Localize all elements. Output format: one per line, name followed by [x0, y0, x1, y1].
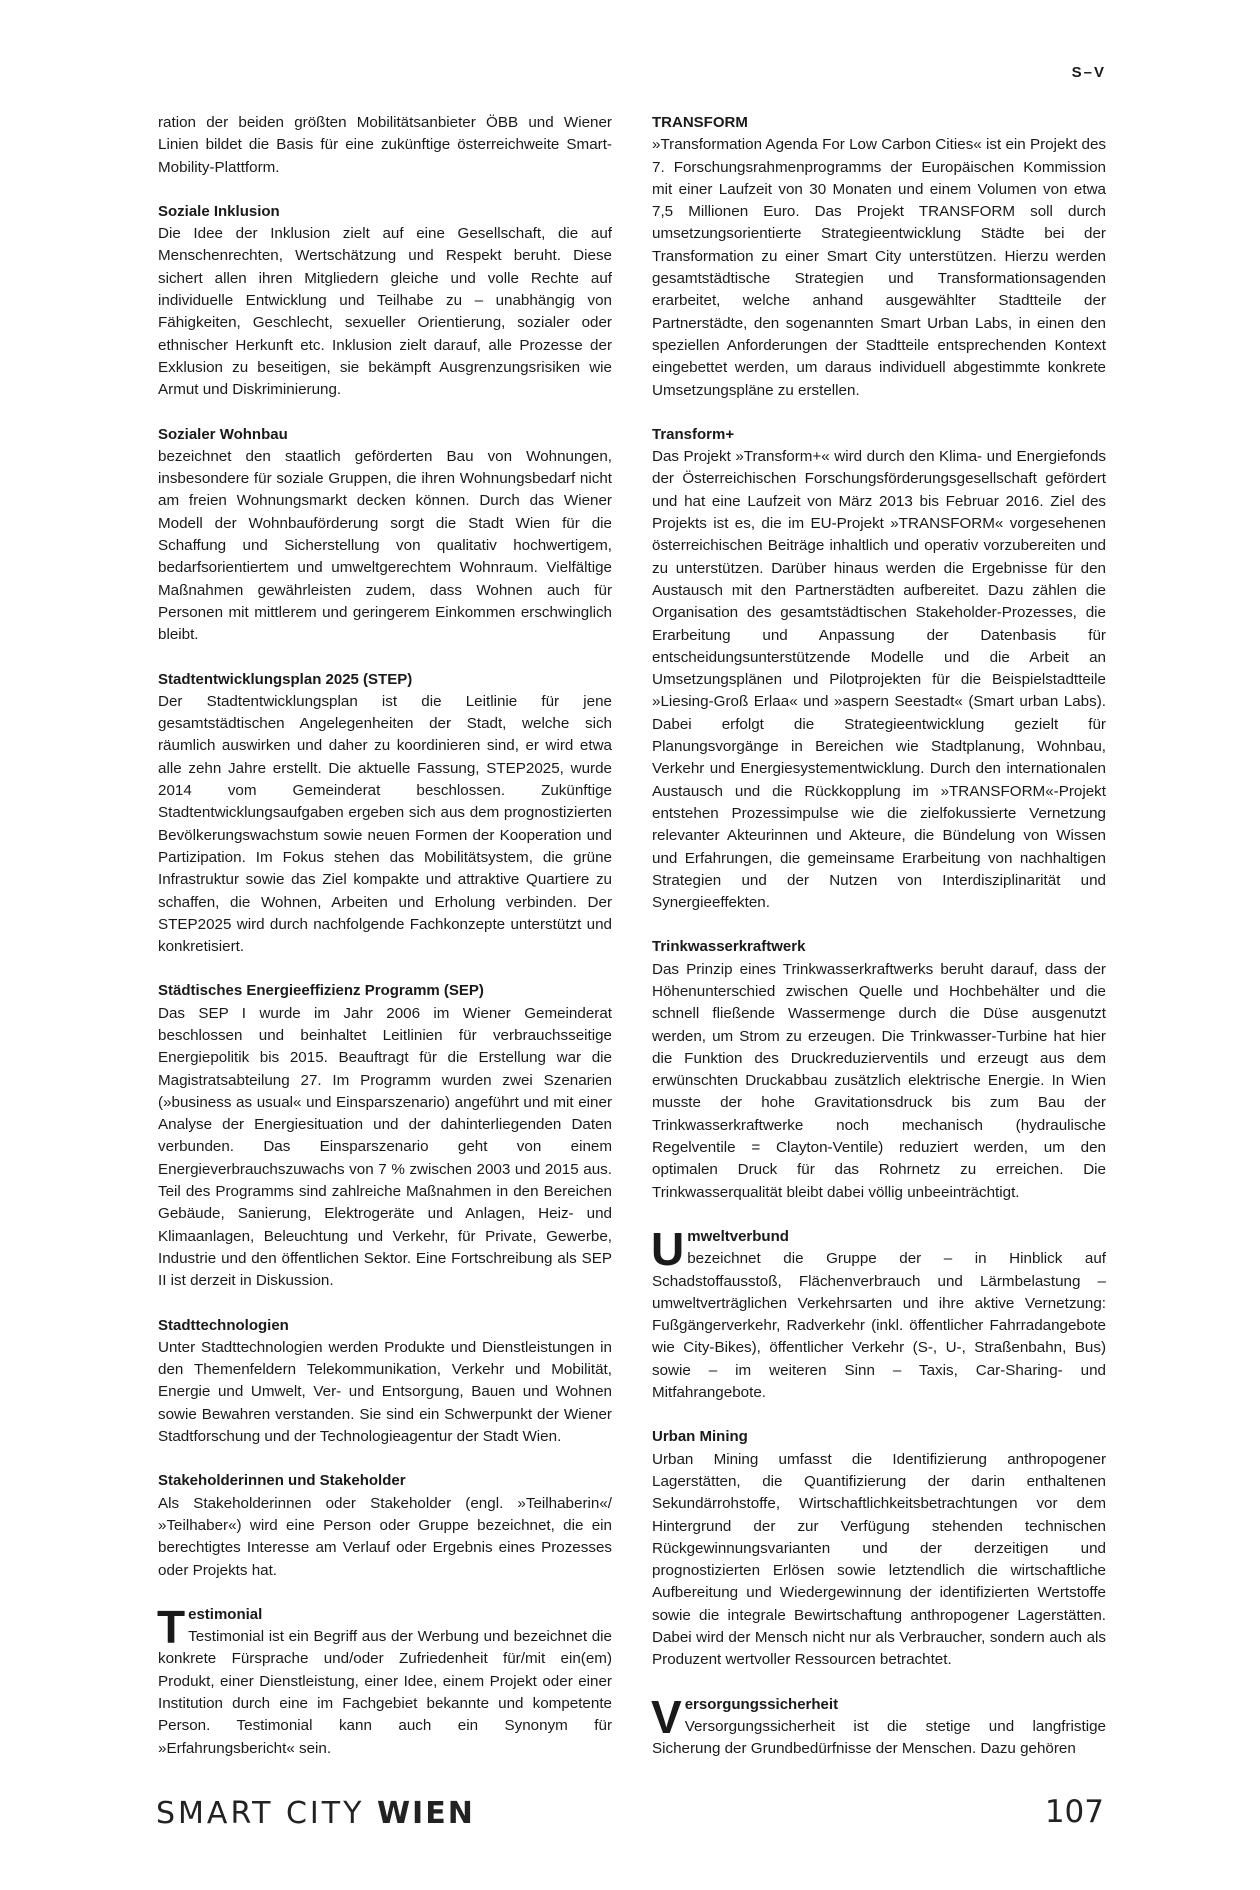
glossary-entry — [158, 980, 612, 1292]
entry-title: Städtisches Energieeffizienz Programm (SEP) — [158, 982, 484, 1000]
entry-text: Urban Mining umfasst die Identifizierung anthropogener Lagerstätten, die Quantifizierung der darin enthaltenen Sekundärrohstoffe, Wirtschaftlichkeitsbetrachtungen vor dem Hintergrund der zur Verfügung stehenden technischen Rückgewinnungsvarianten und der derzeitigen und prognostizierten Erlösen sowie letztendlich die wirtschaftliche Aufbereitung und Wiedergewinnung der identifizierten Wertstoffe sowie die integrale Bewirtschaftung anthropogener Lagerstätten. Dabei wird der Mensch nicht nur als Verbraucher, sondern auch als Produzent wertvoller Ressourcen betrachtet. — [652, 1450, 1106, 1669]
drop-cap-letter: U — [651, 1222, 685, 1275]
glossary-entry-continuation — [158, 112, 612, 179]
entry-title: mweltverbund — [687, 1227, 789, 1245]
entry-text: Das Prinzip eines Trinkwasserkraftwerks beruht darauf, dass der Höhenunterschied zwischen Quelle und Hochbehälter und die schnell fließende Wassermenge durch die Düse ausgenutzt werden, um Strom zu erzeugen. Die Trinkwasser-Turbine hat hier die Funktion des Druckreduzierventils und erzeugt aus dem erwünschten Druckabbau zusätzlich elektrische Energie. In Wien musste der hohe Gravitationsdruck bis zum Bau der Trinkwasserkraftwerke noch mechanisch (hydraulische Regelventile = Clayton-Ventile) reduziert werden, um den optimalen Druck für das Rohrnetz zu erreichen. Die Trinkwasserqualität bleibt dabei völlig unbeeinträchtigt. — [652, 960, 1106, 1201]
entry-text: »Transformation Agenda For Low Carbon Cities« ist ein Projekt des 7. Forschungsrahmenprogramms der Europäischen Kommission mit einer Laufzeit von 30 Monaten und einem Volumen von etwa 7,5 Millionen Euro. Das Projekt TRANSFORM soll durch umsetzungsorientierte Strategieentwicklung Städte bei der Transformation zu einer Smart City unterstützen. Hierzu werden gesamtstädtische Strategien und Transformationsagenden erarbeitet, welche anhand ausgewählter Stadtteile der Partnerstädte, den sogenannten Smart Urban Labs, in einen den speziellen Anforderungen der Stadtteile entsprechenden Kontext eingebettet werden, um daraus individuell abgestimmte konkrete Umsetzungspläne zu erstellen. — [652, 136, 1106, 399]
entry-text: Als Stakeholderinnen oder Stakeholder (engl. »Teilhaberin«/ »Teilhaber«) wird eine Person oder Gruppe bezeichnet, die ein berechtigtes Interesse am Verlauf oder Ergebnis eines Prozesses oder Projekts hat. — [158, 1494, 612, 1579]
entry-title: ersorgungssicherheit — [684, 1695, 839, 1713]
glossary-entry — [158, 669, 612, 959]
entry-title: Stadttechnologien — [158, 1316, 289, 1334]
glossary-entry-letter-v — [651, 1690, 1106, 1761]
entry-title: TRANSFORM — [652, 114, 748, 131]
glossary-entry — [158, 201, 612, 402]
entry-title: Stadtentwicklungsplan 2025 (STEP) — [158, 670, 413, 688]
entry-title: Transform+ — [652, 425, 735, 443]
entry-title: Trinkwasserkraftwerk — [652, 938, 806, 956]
entry-text: Der Stadtentwicklungsplan ist die Leitlinie für jene gesamtstädtischen Angelegenheiten der Stadt, welche sich räumlich auswirken und daher zu koordinieren sind, er wird etwa alle zehn Jahre erstellt. Die aktuelle Fassung, STEP2025, wurde 2014 vom Gemeinderat beschlossen. Zukünftige Stadtentwicklungsaufgaben ergeben sich aus dem prognostizierten Bevölkerungswachstum sowie neuen Formen der Kooperation und Partizipation. Im Fokus stehen das Mobilitätsystem, die grüne Infrastruktur sowie das Ziel kompakte und attraktive Quartiere zu schaffen, die Wohnen, Arbeiten und Erholung verbinden. Der STEP2025 wird durch nachfolgende Fachkonzepte unterstützt und konkretisiert. — [158, 692, 612, 956]
entry-text: ration der beiden größten Mobilitätsanbieter ÖBB und Wiener Linien bildet die Basis für eine zukünftige österreichweite Smart-Mobility-Plattform. — [158, 114, 612, 176]
glossary-entry — [652, 936, 1106, 1204]
drop-cap-letter: T — [157, 1600, 186, 1653]
footer-brand — [156, 1796, 475, 1831]
drop-cap-letter: V — [651, 1690, 682, 1743]
entry-title: estimonial — [188, 1605, 263, 1623]
footer-brand-bold: WIEN — [376, 1796, 475, 1831]
section-marker: S–V — [1071, 64, 1106, 81]
glossary-entry-letter-u — [651, 1222, 1106, 1404]
entry-title: Soziale Inklusion — [158, 202, 280, 220]
entry-text: Das Projekt »Transform+« wird durch den Klima- und Energiefonds der Österreichischen Forschungsförderungsgesellschaft gefördert und hat eine Laufzeit von März 2013 bis Februar 2016. Ziel des Projekts ist es, die im EU-Projekt »TRANSFORM« vorgesehenen österreichischen Beiträge inhaltlich und operativ vorzubereiten und zu unterstützen. Darüber hinaus werden die Ergebnisse für den Austausch mit den Partnerstädten aufbereitet. Dazu zählen die Organisation des gesamtstädtischen Stakeholder-Prozesses, die Erarbeitung und Anpassung der Datenbasis für entscheidungsunterstützende Modelle und die Arbeit an Umsetzungsplänen und Pilotprojekten für die Beispielstadtteile »Liesing-Groß Erlaa« und »aspern Seestadt« (Smart urban Labs). Dabei erfolgt die Strategieentwicklung gezielt für Planungsvorgänge in Bereichen wie Stadtplanung, Wohnbau, Verkehr und Energiesystementwicklung. Durch den internationalen Austausch und die Rückkopplung im »TRANSFORM«-Projekt entstehen Prozessimpulse wie die zielfokussierte Vernetzung relevanter Akteurinnen und Akteure, die Bündelung von Wissen und Erfahrungen, die gemeinsame Erarbeitung von nachhaltigen Strategien und der Nutzen von Interdisziplinarität und Synergieeffekten. — [652, 448, 1106, 912]
entry-text: bezeichnet die Gruppe der – in Hinblick auf Schadstoffausstoß, Flächenverbrauch und Lärmbelastung – umweltverträglichen Verkehrsarten und ihre aktive Vernetzung: Fußgängerverkehr, Radverkehr (inkl. öffentlicher Fahrradangebote wie City-Bikes), öffentlicher Verkehr (S-, U-, Straßenbahn, Bus) sowie – im weiteren Sinn – Taxis, Car-Sharing- und Mitfahrangebote. — [652, 1250, 1106, 1402]
entry-title: Urban Mining — [652, 1428, 748, 1446]
glossary-entry — [652, 112, 1106, 402]
left-column — [158, 112, 612, 1782]
entry-text: Die Idee der Inklusion zielt auf eine Gesellschaft, die auf Menschenrechten, Wertschätzung und Respekt beruht. Diese sichert allen ihren Mitgliedern gleiche und volle Rechte auf individuelle Entwicklung und Teilhabe zu – unabhängig von Fähigkeiten, Geschlecht, sexueller Orientierung, sozialer oder ethnischer Herkunft etc. Inklusion zielt darauf, alle Prozesse der Exklusion zu beseitigen, sie bekämpft Ausgrenzungsrisiken wie Armut und Diskriminierung. — [158, 225, 612, 399]
entry-title: Stakeholderinnen und Stakeholder — [158, 1472, 406, 1490]
glossary-entry — [652, 424, 1106, 915]
entry-title: Sozialer Wohnbau — [158, 425, 288, 443]
entry-text: Das SEP I wurde im Jahr 2006 im Wiener Gemeinderat beschlossen und beinhaltet Leitlinien für verbrauchsseitige Energiepolitik bis 2015. Beauftragt für die Erstellung war die Magistratsabteilung 27. Im Programm wurden zwei Szenarien (»business as usual« und Einsparszenario) angeführt und mit einer Analyse der Energiesituation und der dahinterliegenden Daten verbunden. Das Einsparszenario geht von einem Energieverbrauchszuwachs von 7 % zwischen 2003 und 2015 aus. Teil des Programms sind zahlreiche Maßnahmen in den Bereichen Gebäude, Sanierung, Elektrogeräte und Anlagen, Heiz- und Klimaanlagen, Beleuchtung und Verkehr, für Private, Gewerbe, Industrie und den öffentlichen Sektor. Eine Fortschreibung als SEP II ist derzeit in Diskussion. — [158, 1004, 612, 1290]
page-number: 107 — [1044, 1794, 1104, 1830]
entry-text: Testimonial ist ein Begriff aus der Werbung und bezeichnet die konkrete Fürsprache und/oder Zufriedenheit für/mit ein(em) Produkt, einer Dienstleistung, einer Idee, einem Projekt oder einer Institution durch eine im Fachgebiet bekannte und kompetente Person. Testimonial kann auch ein Synonym für »Erfahrungsbericht« sein. — [158, 1628, 612, 1757]
entry-text: Versorgungssicherheit ist die stetige und langfristige Sicherung der Grundbedürfnisse der Menschen. Dazu gehören — [652, 1717, 1106, 1758]
right-column — [652, 112, 1106, 1782]
glossary-entry — [652, 1426, 1106, 1671]
entry-text: bezeichnet den staatlich geförderten Bau von Wohnungen, insbesondere für soziale Gruppen, die ihren Wohnungsbedarf nicht am freien Wohnungsmarkt decken können. Durch das Wiener Modell der Wohnbauförderung sorgt die Stadt Wien für die Schaffung und Sicherstellung von qualitativ hochwertigem, bedarfsorientiertem und umweltgerechtem Wohnraum. Vielfältige Maßnahmen gewährleisten zudem, dass Wohnen auch für Personen mit mittlerem und geringerem Einkommen erschwinglich bleibt. — [158, 447, 612, 644]
glossary-entry-letter-t — [157, 1600, 612, 1760]
footer-brand-light: SMART CITY — [156, 1796, 365, 1831]
entry-text: Unter Stadttechnologien werden Produkte und Dienstleistungen in den Themenfeldern Telekommunikation, Verkehr und Mobilität, Energie und Umwelt, Ver- und Entsorgung, Bauen und Wohnen sowie Bewahren verstanden. Sie sind ein Schwerpunkt der Wiener Stadtforschung und der Technologieagentur der Stadt Wien. — [158, 1338, 612, 1446]
glossary-entry — [158, 1315, 612, 1449]
glossary-entry — [158, 424, 612, 647]
glossary-entry — [158, 1470, 612, 1581]
